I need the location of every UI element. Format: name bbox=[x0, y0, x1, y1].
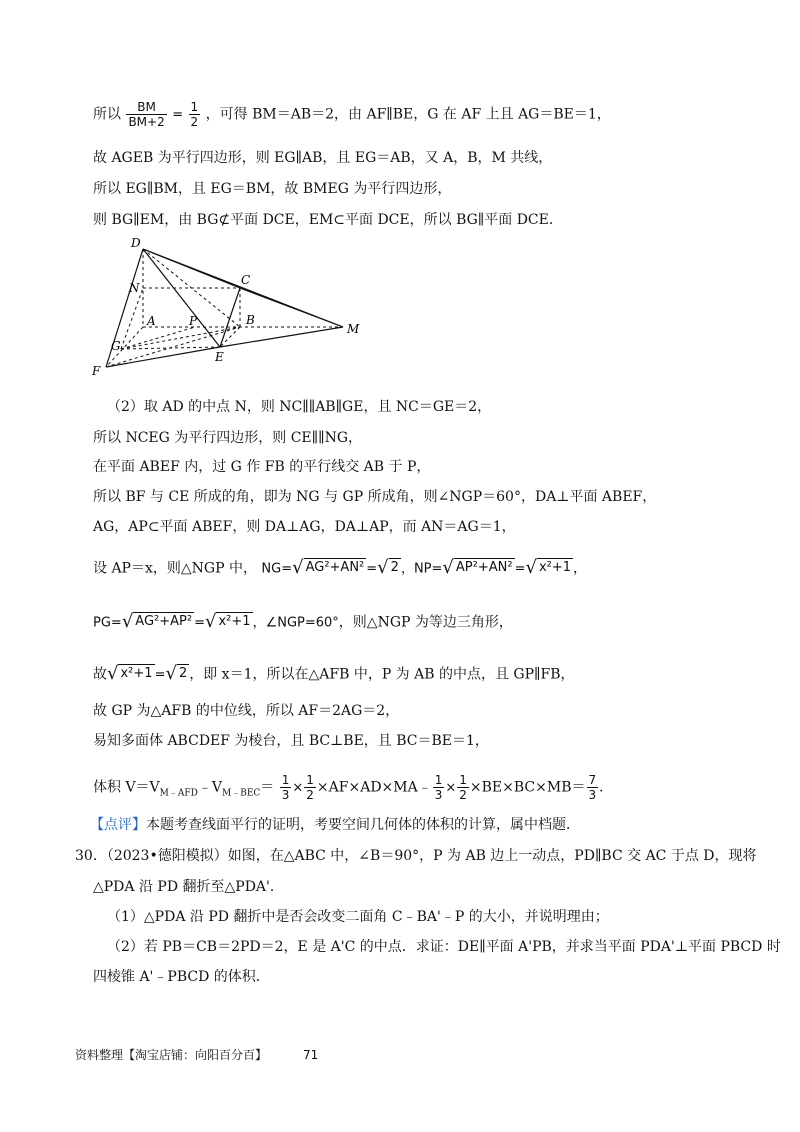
part2-line-8 bbox=[93, 664, 575, 685]
geometry-figure bbox=[85, 232, 375, 382]
footer-source: 资料整理【淘宝店铺：向阳百分百】 bbox=[75, 1048, 268, 1062]
text: 设 AP＝x，则△NGP 中， bbox=[93, 560, 257, 577]
label-g: G bbox=[111, 339, 121, 353]
fraction-bm bbox=[126, 100, 166, 129]
fraction: $\frac{1}{2}$ bbox=[459, 773, 467, 802]
question-30-line-1 bbox=[75, 846, 757, 866]
question-30-line-3: （1）△PDA 沿 PD 翻折中是否会改变二面角 C﹣BA'﹣P 的大小，并说明理由； bbox=[107, 909, 609, 925]
label-b: B bbox=[246, 313, 255, 327]
text: ×BE×BC×MB＝ bbox=[469, 779, 586, 796]
label-m: M bbox=[347, 322, 360, 336]
page-number: 71 bbox=[303, 1048, 319, 1062]
text: 所以 bbox=[93, 106, 121, 123]
comment-line bbox=[90, 815, 580, 835]
label-n: N bbox=[129, 281, 140, 295]
text: ﹣V bbox=[197, 779, 222, 796]
text: ，可得 BM＝AB＝2，由 AF∥BE，G 在 AF 上且 AG＝BE＝1， bbox=[205, 106, 611, 123]
question-30-line-2: △PDA 沿 PD 翻折至△PDA'． bbox=[93, 879, 284, 895]
subscript: M﹣BEC bbox=[221, 788, 261, 799]
fraction: $\frac{7}{3}$ bbox=[588, 773, 597, 802]
solution-line-3: 所以 EG∥BM，且 EG＝BM，故 BMEG 为平行四边形， bbox=[93, 181, 452, 197]
subscript: M﹣AFD bbox=[159, 788, 198, 799]
solution-line-4: 则 BG∥EM，由 BG⊄平面 DCE，EM⊂平面 DCE，所以 BG∥平面 DCE． bbox=[93, 212, 563, 228]
text: 故 bbox=[93, 666, 107, 683]
solution-line-2: 故 AGEB 为平行四边形，则 EG∥AB，且 EG＝AB，又 A，B，M 共线， bbox=[93, 150, 553, 166]
fraction: $\frac{1}{2}$ bbox=[306, 773, 314, 802]
sqrt-ag-ap: √ AG²+AP² bbox=[121, 611, 193, 632]
text: ，则△NGP 为等边三角形， bbox=[338, 614, 513, 631]
sqrt-x2-1: √ x²+1 bbox=[205, 611, 251, 632]
text: ＝ bbox=[260, 779, 275, 796]
sqrt-2: √ 2 bbox=[165, 663, 188, 684]
sqrt-ap-an: √ AP²+AN² bbox=[442, 557, 513, 578]
text: ． bbox=[599, 779, 614, 796]
math: NG= bbox=[261, 561, 293, 577]
question-number: 30． bbox=[75, 848, 107, 864]
label-e: E bbox=[215, 350, 224, 364]
text: 体积 V＝V bbox=[93, 779, 160, 796]
equals: = bbox=[514, 561, 526, 577]
part2-line-5: AG，AP⊂平面 ABEF，则 DA⊥AG，DA⊥AP，而 AN＝AG＝1， bbox=[93, 519, 516, 535]
fraction-half bbox=[189, 100, 201, 129]
part2-line-3: 在平面 ABEF 内，过 G 作 FB 的平行线交 AB 于 P， bbox=[93, 459, 431, 475]
fraction: $\frac{1}{3}$ bbox=[281, 773, 290, 802]
angle: ，∠NGP=60° bbox=[252, 615, 339, 631]
question-30-line-5: 四棱锥 A'﹣PBCD 的体积． bbox=[93, 969, 270, 985]
sqrt-x2-1: √ x²+1 bbox=[525, 557, 572, 578]
part2-line-6 bbox=[93, 558, 587, 579]
text: ， bbox=[573, 560, 588, 577]
label-c: C bbox=[241, 273, 251, 287]
part2-line-10: 易知多面体 ABCDEF 为棱台，且 BC⊥BE，且 BC＝BE＝1， bbox=[93, 733, 489, 749]
frac-num: 1 bbox=[190, 100, 199, 114]
part2-line-2: 所以 NCEG 为平行四边形，则 CE∥∥NG， bbox=[93, 430, 363, 446]
label-p: P bbox=[189, 314, 198, 328]
times: × bbox=[445, 780, 457, 796]
question-30-line-4: （2）若 PB＝CB＝2PD＝2，E 是 A'C 的中点．求证：DE∥平面 A'PB，并求当平面 PDA'⊥平面 PBCD 时 bbox=[107, 939, 781, 955]
label-f: F bbox=[92, 364, 101, 378]
frac-den: 2 bbox=[190, 115, 199, 129]
label-a: A bbox=[147, 314, 156, 328]
part2-line-11 bbox=[93, 773, 613, 803]
equals: = bbox=[194, 615, 205, 631]
fraction: $\frac{1}{3}$ bbox=[434, 773, 443, 802]
part2-line-1: （2）取 AD 的中点 N，则 NC∥∥AB∥GE，且 NC＝GE＝2， bbox=[107, 399, 492, 415]
math: ，NP= bbox=[400, 561, 443, 577]
sqrt-2: √ 2 bbox=[377, 557, 399, 578]
page-footer bbox=[75, 1046, 318, 1063]
part2-line-9: 故 GP 为△AFB 的中位线，所以 AF＝2AG＝2， bbox=[93, 703, 400, 719]
text: ×AF×AD×MA﹣ bbox=[316, 779, 432, 796]
frac-num: BM bbox=[126, 100, 166, 115]
math: PG= bbox=[93, 615, 122, 631]
times: × bbox=[292, 780, 304, 796]
comment-text: 本题考查线面平行的证明，考要空间几何体的体积的计算，属中档题． bbox=[146, 817, 580, 833]
text: ，即 x＝1，所以在△AFB 中，P 为 AB 的中点，且 GP∥FB， bbox=[189, 666, 575, 683]
equals: = bbox=[172, 107, 184, 123]
comment-tag: 【点评】 bbox=[90, 817, 146, 833]
sqrt-x2-1: √ x²+1 bbox=[107, 663, 153, 684]
text: （2023•德阳模拟）如图，在△ABC 中，∠B＝90°，P 为 AB 边上一动点，PD∥BC 交 AC 于点 D，现将 bbox=[106, 848, 757, 864]
part2-line-4: 所以 BF 与 CE 所成的角，即为 NG 与 GP 所成角，则∠NGP＝60°，DA⊥平面 ABEF， bbox=[93, 489, 657, 505]
equals: = bbox=[366, 561, 378, 577]
solution-line-1 bbox=[93, 100, 611, 129]
label-d: D bbox=[131, 236, 141, 250]
frac-den: BM+2 bbox=[128, 115, 165, 129]
sqrt-ag-an: √ AG²+AN² bbox=[292, 557, 365, 578]
part2-line-7 bbox=[93, 612, 513, 633]
equals: = bbox=[154, 667, 166, 683]
